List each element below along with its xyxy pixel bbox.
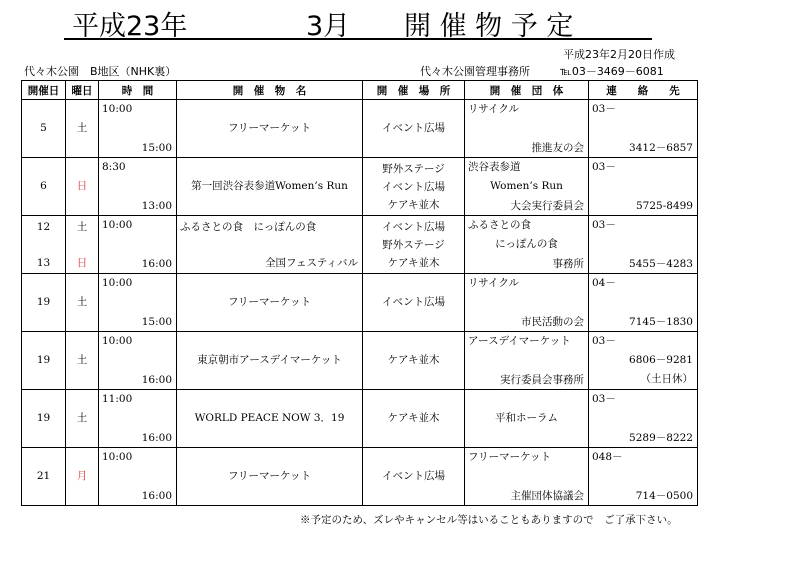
- cell-date: [22, 448, 66, 506]
- contact-number: 5455－4283: [629, 258, 693, 270]
- cell-contact: [589, 448, 698, 506]
- event-organizer: 事務所: [552, 258, 584, 270]
- event-name: フリーマーケット: [227, 296, 312, 308]
- cell-place: [363, 390, 465, 448]
- office-name: 代々木公園管理事務所: [420, 65, 530, 78]
- event-weekday: 日: [76, 257, 88, 269]
- cell-time: [99, 274, 177, 332]
- created-date: 平成23年2月20日作成: [563, 48, 675, 61]
- event-organizer: 大会実行委員会: [510, 200, 584, 212]
- event-name: フリーマーケット: [227, 122, 312, 134]
- cell-event: [177, 100, 363, 158]
- event-organizer: にっぽんの食: [495, 238, 558, 250]
- event-name: 東京朝市アースデイマーケット: [197, 354, 342, 366]
- contact-prefix: 03－: [592, 161, 616, 173]
- cell-place: [363, 448, 465, 506]
- event-date: 19: [36, 296, 51, 308]
- title-month: 3月: [306, 11, 351, 42]
- table-row: [22, 158, 698, 216]
- time-start: 10:00: [102, 277, 133, 289]
- event-date: 12: [36, 221, 51, 233]
- event-organizer: リサイクル: [468, 103, 520, 115]
- cell-place: [363, 332, 465, 390]
- event-date: 13: [36, 257, 51, 269]
- time-start: 8:30: [102, 161, 126, 173]
- time-end: 16:00: [141, 490, 172, 502]
- time-start: 10:00: [102, 451, 133, 463]
- contact-prefix: 03－: [592, 335, 616, 347]
- cell-place: [363, 158, 465, 216]
- time-end: 15:00: [141, 142, 172, 154]
- event-date: 6: [40, 180, 47, 192]
- cell-date: [22, 332, 66, 390]
- cell-event: [177, 390, 363, 448]
- contact-prefix: 03－: [592, 393, 616, 405]
- event-place: ケアキ並木: [387, 412, 440, 424]
- contact-number: 5289－8222: [629, 432, 693, 444]
- time-start: 10:00: [102, 335, 133, 347]
- event-date: 21: [36, 470, 51, 482]
- col-header-contact: 連 絡 先: [589, 81, 698, 100]
- col-header-organizer: 開 催 団 体: [465, 81, 589, 100]
- col-header-weekday: 曜日: [66, 81, 99, 100]
- footnote: ※予定のため、ズレやキャンセル等はいることもありますので ご了承下さい。: [300, 514, 678, 526]
- cell-event: [177, 274, 363, 332]
- time-start: 10:00: [102, 103, 133, 115]
- page-title: [62, 4, 652, 42]
- cell-weekday: [66, 158, 99, 216]
- event-organizer: ふるさとの食: [468, 219, 531, 231]
- event-weekday: 土: [76, 296, 88, 308]
- event-name: 全国フェスティバル: [265, 257, 358, 269]
- cell-organizer: [465, 100, 589, 158]
- cell-contact: [589, 274, 698, 332]
- cell-contact: [589, 100, 698, 158]
- cell-time: [99, 158, 177, 216]
- cell-weekday: [66, 100, 99, 158]
- title-heading: 開 催 物 予 定: [404, 11, 574, 42]
- col-header-event: 開 催 物 名: [177, 81, 363, 100]
- contact-note: （土日休）: [640, 373, 693, 385]
- cell-organizer: [465, 390, 589, 448]
- cell-time: [99, 332, 177, 390]
- event-weekday: 日: [76, 180, 88, 192]
- event-place: イベント広場: [382, 470, 445, 482]
- cell-time: [99, 216, 177, 274]
- table-row: [22, 216, 698, 274]
- event-place: 野外ステージ: [382, 239, 445, 251]
- cell-event: [177, 158, 363, 216]
- cell-weekday: [66, 448, 99, 506]
- cell-date: [22, 158, 66, 216]
- cell-time: [99, 390, 177, 448]
- time-end: 15:00: [141, 316, 172, 328]
- event-organizer: Women’s Run: [490, 180, 563, 192]
- cell-place: [363, 216, 465, 274]
- event-date: 19: [36, 412, 51, 424]
- table-row: [22, 390, 698, 448]
- cell-weekday: [66, 216, 99, 274]
- event-organizer: フリーマーケット: [468, 451, 552, 463]
- table-row: [22, 332, 698, 390]
- event-organizer: 推進友の会: [531, 142, 584, 154]
- event-name: フリーマーケット: [227, 470, 312, 482]
- event-organizer: アースデイマーケット: [468, 335, 571, 347]
- contact-prefix: 048－: [592, 451, 623, 463]
- cell-date: [22, 100, 66, 158]
- cell-date: [22, 390, 66, 448]
- contact-number: 6806－9281: [629, 354, 693, 366]
- office-tel: ℡03－3469－6081: [560, 65, 664, 78]
- event-place: イベント広場: [382, 181, 445, 193]
- event-place: イベント広場: [382, 122, 445, 134]
- cell-place: [363, 274, 465, 332]
- event-place: イベント広場: [382, 296, 445, 308]
- event-organizer: 主催団体協議会: [510, 490, 584, 502]
- table-header-row: [22, 81, 698, 100]
- contact-number: 5725-8499: [636, 200, 693, 212]
- event-name: 第一回渋谷表参道Women’s Run: [191, 180, 348, 192]
- event-weekday: 土: [76, 221, 88, 233]
- table-row: [22, 448, 698, 506]
- contact-number: 714－0500: [635, 490, 693, 502]
- event-organizer: リサイクル: [468, 277, 520, 289]
- contact-prefix: 04－: [592, 277, 616, 289]
- event-place: ケアキ並木: [387, 199, 440, 211]
- cell-place: [363, 100, 465, 158]
- cell-weekday: [66, 332, 99, 390]
- cell-contact: [589, 332, 698, 390]
- col-header-date: 開催日: [22, 81, 66, 100]
- event-weekday: 土: [76, 122, 88, 134]
- event-organizer: 実行委員会事務所: [500, 374, 584, 386]
- title-underline: [64, 38, 652, 40]
- cell-weekday: [66, 274, 99, 332]
- event-name: ふるさとの食 にっぽんの食: [180, 221, 317, 233]
- time-end: 13:00: [141, 200, 172, 212]
- event-place: ケアキ並木: [387, 354, 440, 366]
- event-name: WORLD PEACE NOW 3．19: [194, 412, 345, 424]
- contact-prefix: 03－: [592, 103, 616, 115]
- time-end: 16:00: [141, 374, 172, 386]
- cell-organizer: [465, 274, 589, 332]
- contact-number: 3412－6857: [629, 142, 693, 154]
- cell-contact: [589, 158, 698, 216]
- event-place: 野外ステージ: [382, 163, 445, 175]
- time-end: 16:00: [141, 432, 172, 444]
- col-header-place: 開 催 場 所: [363, 81, 465, 100]
- cell-date: [22, 216, 66, 274]
- event-place: イベント広場: [382, 221, 445, 233]
- col-header-time: 時 間: [99, 81, 177, 100]
- event-weekday: 土: [76, 354, 88, 366]
- cell-organizer: [465, 448, 589, 506]
- cell-organizer: [465, 216, 589, 274]
- cell-time: [99, 100, 177, 158]
- event-organizer: 渋谷表参道: [468, 161, 521, 173]
- event-weekday: 月: [76, 470, 88, 482]
- contact-number: 7145－1830: [629, 316, 693, 328]
- event-organizer: 平和ホーラム: [495, 412, 558, 424]
- cell-date: [22, 274, 66, 332]
- event-weekday: 土: [76, 412, 88, 424]
- title-year: 平成23年: [72, 11, 188, 42]
- event-date: 5: [40, 122, 47, 134]
- cell-contact: [589, 390, 698, 448]
- location-label: 代々木公園 B地区（NHK裏）: [24, 65, 177, 78]
- time-start: 11:00: [102, 393, 133, 405]
- time-start: 10:00: [102, 219, 133, 231]
- cell-event: [177, 216, 363, 274]
- contact-prefix: 03－: [592, 219, 616, 231]
- cell-event: [177, 332, 363, 390]
- cell-organizer: [465, 332, 589, 390]
- event-date: 19: [36, 354, 51, 366]
- cell-contact: [589, 216, 698, 274]
- event-schedule-table: [21, 80, 698, 506]
- cell-organizer: [465, 158, 589, 216]
- event-place: ケアキ並木: [387, 257, 440, 269]
- table-row: [22, 274, 698, 332]
- cell-weekday: [66, 390, 99, 448]
- event-organizer: 市民活動の会: [521, 316, 584, 328]
- cell-event: [177, 448, 363, 506]
- cell-time: [99, 448, 177, 506]
- time-end: 16:00: [141, 258, 172, 270]
- table-row: [22, 100, 698, 158]
